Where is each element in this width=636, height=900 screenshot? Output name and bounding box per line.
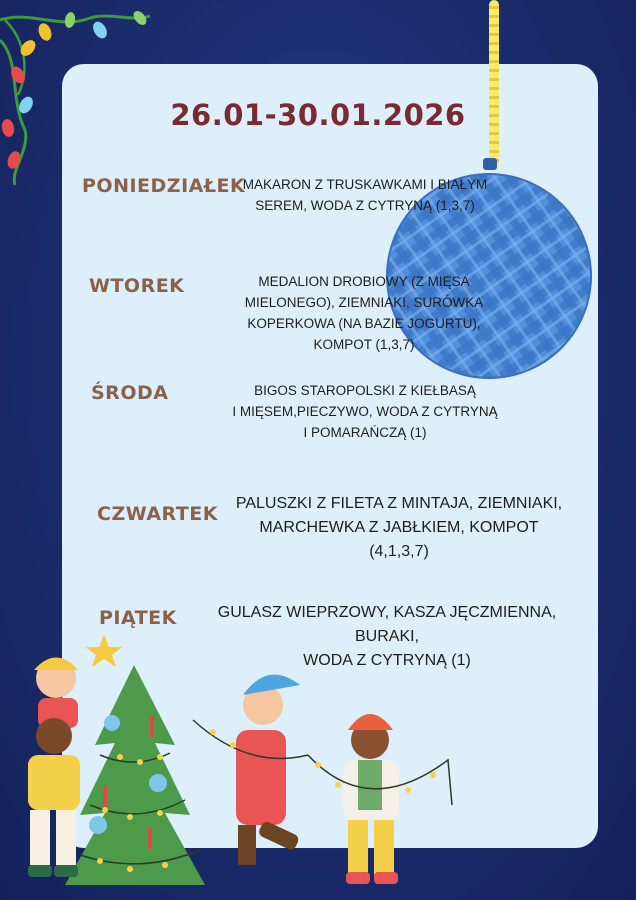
- day-label-tuesday: WTOREK: [89, 275, 185, 297]
- date-range-title: 26.01-30.01.2026: [170, 98, 466, 132]
- meal-line: KOPERKOWA (NA BAZIE JOGURTU),: [247, 316, 481, 331]
- meal-line: WODA Z CYTRYNĄ (1): [303, 652, 471, 669]
- meal-line: MARCHEWKA Z JABŁKIEM, KOMPOT: [259, 519, 539, 536]
- meal-line: GULASZ WIEPRZOWY, KASZA JĘCZMIENNA,: [217, 604, 557, 621]
- day-label-wednesday: ŚRODA: [91, 382, 169, 404]
- meal-line: KOMPOT (1,3,7): [313, 337, 415, 352]
- ornament-string: [489, 0, 499, 168]
- meal-line: MAKARON Z TRUSKAWKAMI I BIAŁYM: [242, 177, 488, 192]
- meal-line: BIGOS STAROPOLSKI Z KIEŁBASĄ: [254, 383, 476, 398]
- meal-wednesday: [215, 380, 515, 443]
- day-label-thursday: CZWARTEK: [97, 503, 218, 525]
- meal-line: SEREM, WODA Z CYTRYNĄ (1,3,7): [255, 198, 475, 213]
- day-label-friday: PIĄTEK: [99, 607, 177, 629]
- meal-line: I MIĘSEM,PIECZYWO, WODA Z CYTRYNĄ: [232, 404, 498, 419]
- meal-line: I POMARAŃCZĄ (1): [303, 425, 427, 440]
- meal-line: BURAKI,: [354, 628, 419, 645]
- meal-tuesday: [234, 271, 494, 355]
- meal-line: PALUSZKI Z FILETA Z MINTAJA, ZIEMNIAKI,: [235, 495, 563, 512]
- meal-monday: [235, 174, 495, 216]
- meal-thursday: [222, 492, 576, 564]
- meal-line: MIELONEGO), ZIEMNIAKI, SURÓWKA: [244, 295, 484, 310]
- children-illustration: [8, 640, 468, 895]
- day-label-monday: PONIEDZIAŁEK: [82, 175, 246, 197]
- meal-line: MEDALION DROBIOWY (Z MIĘSA: [258, 274, 470, 289]
- meal-line: (4,1,3,7): [369, 543, 429, 560]
